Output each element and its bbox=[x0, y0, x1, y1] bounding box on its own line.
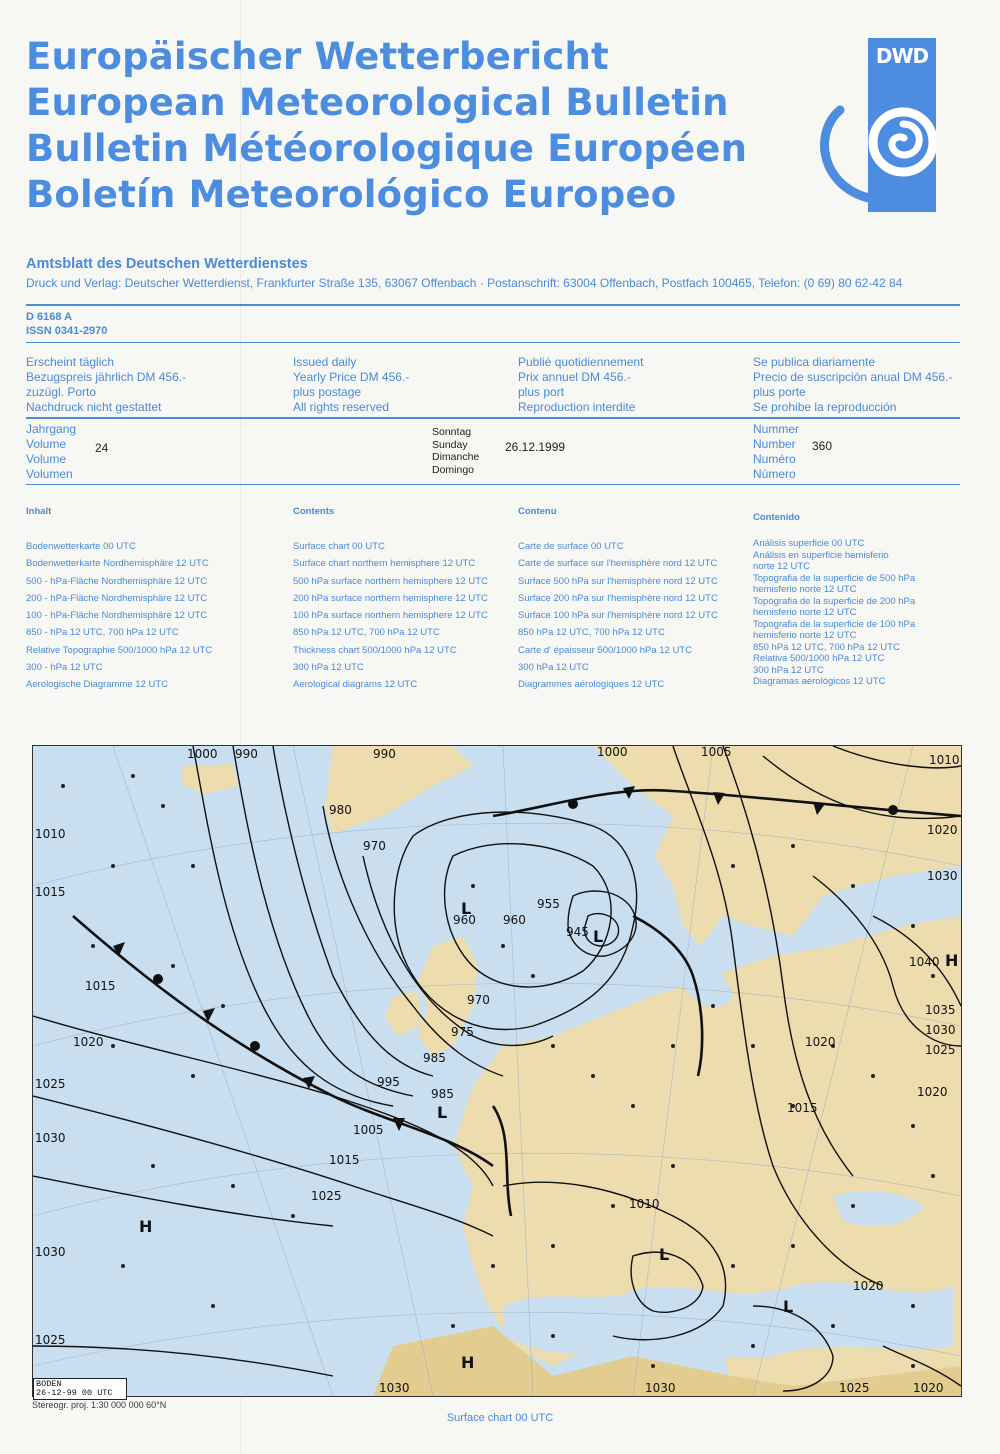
isobar-label: 1025 bbox=[925, 1043, 956, 1057]
number-labels: Nummer Number Numéro Número bbox=[753, 422, 800, 481]
list-item: 500 hPa surface northern hemisphere 12 UTC bbox=[293, 575, 488, 587]
isobar-label: 1035 bbox=[925, 1003, 956, 1017]
isobar-label: 1015 bbox=[35, 885, 66, 899]
isobar-label: 1030 bbox=[35, 1131, 66, 1145]
isobar-label: 1020 bbox=[927, 823, 958, 837]
list-item: Relativa 500/1000 hPa 12 UTC bbox=[753, 653, 885, 664]
list-item: 850 hPa 12 UTC, 700 hPa 12 UTC bbox=[293, 627, 440, 639]
contents-list-english bbox=[293, 538, 488, 694]
low-center: L bbox=[783, 1297, 794, 1316]
list-item: Topografia de la superficie de 200 hPa bbox=[753, 595, 916, 607]
list-item: 850 - hPa 12 UTC, 700 hPa 12 UTC bbox=[26, 627, 179, 639]
issue-number: 360 bbox=[812, 439, 833, 453]
d-code: D 6168 A bbox=[26, 311, 73, 323]
list-item: Diagrammes aérologiques 12 UTC bbox=[518, 679, 665, 691]
list-item: Relative Topographie 500/1000 hPa 12 UTC bbox=[26, 644, 213, 656]
list-item: norte 12 UTC bbox=[753, 561, 811, 572]
list-item: hemisferio norte 12 UTC bbox=[753, 607, 857, 618]
contents-list-german bbox=[26, 538, 212, 694]
title-spanish: Boletín Meteorológico Europeo bbox=[26, 173, 677, 216]
isobar-label: 1005 bbox=[701, 746, 732, 759]
publication-english: Issued daily Yearly Price DM 456.- plus postage All rights reserved bbox=[293, 355, 410, 414]
low-center: L bbox=[461, 899, 472, 918]
list-item: 200 hPa surface northern hemisphere 12 UTC bbox=[293, 592, 488, 604]
isobar-label: 1030 bbox=[927, 869, 958, 883]
isobar-label: 1030 bbox=[645, 1381, 676, 1395]
issue-date: 26.12.1999 bbox=[505, 440, 566, 454]
dwd-logo bbox=[812, 38, 936, 212]
title-german: Europäischer Wetterbericht bbox=[26, 35, 609, 78]
list-item: Surface chart northern hemisphere 12 UTC bbox=[293, 558, 476, 570]
high-center: H bbox=[461, 1353, 475, 1372]
list-item: Aerologische Diagramme 12 UTC bbox=[26, 679, 169, 691]
isobar-label: 1025 bbox=[35, 1077, 66, 1091]
isobar-label: 945 bbox=[566, 925, 589, 939]
contents-heading-english: Contents bbox=[293, 506, 335, 517]
isobar-label: 1010 bbox=[929, 753, 960, 767]
issn-code: ISSN 0341-2970 bbox=[26, 325, 108, 337]
isobar-label: 985 bbox=[423, 1051, 446, 1065]
list-item: Diagramas aerológicos 12 UTC bbox=[753, 676, 886, 687]
amtsblatt-line: Amtsblatt des Deutschen Wetterdienstes bbox=[26, 256, 308, 272]
list-item: Surface 500 hPa sur l'hemisphère nord 12 UTC bbox=[518, 575, 718, 587]
isobar-label: 1020 bbox=[73, 1035, 104, 1049]
isobar-label: 980 bbox=[329, 803, 352, 817]
list-item: 200 - hPa-Fläche Nordhemisphäre 12 UTC bbox=[26, 592, 208, 604]
map-caption: Surface chart 00 UTC bbox=[446, 1412, 554, 1424]
isobar-label: 1020 bbox=[913, 1381, 944, 1395]
low-center: L bbox=[593, 927, 604, 946]
divider bbox=[26, 484, 960, 485]
list-item: 850 hPa 12 UTC, 700 hPa 12 UTC bbox=[518, 627, 665, 639]
isobar-label: 1025 bbox=[311, 1189, 342, 1203]
list-item: Carte de surface sur l'hemisphère nord 12 UTC bbox=[518, 558, 718, 570]
list-item: Thickness chart 500/1000 hPa 12 UTC bbox=[293, 644, 457, 656]
isobar-label: 960 bbox=[503, 913, 526, 927]
contents-heading-german: Inhalt bbox=[26, 506, 52, 517]
contents-list-spanish bbox=[753, 538, 915, 688]
list-item: 100 - hPa-Fläche Nordhemisphäre 12 UTC bbox=[26, 610, 208, 622]
isobar-label: 1010 bbox=[629, 1197, 660, 1211]
isobar-label: 1015 bbox=[787, 1101, 818, 1115]
publication-spanish: Se publica diariamente Precio de suscripción anual DM 456.- plus porte Se prohibe la reproducción bbox=[753, 355, 953, 414]
list-item: Carte d' épaisseur 500/1000 hPa 12 UTC bbox=[518, 644, 692, 656]
map-stamp-line: BODEN bbox=[36, 1379, 62, 1389]
map-projection: Stereogr. proj. 1:30 000 000 60°N bbox=[32, 1400, 167, 1410]
isobar-label: 1020 bbox=[805, 1035, 836, 1049]
high-center: H bbox=[139, 1217, 153, 1236]
list-item: Carte de surface 00 UTC bbox=[518, 541, 624, 552]
high-center: H bbox=[945, 951, 959, 970]
isobar-label: 1000 bbox=[187, 747, 218, 761]
list-item: 100 hPa surface northern hemisphere 12 UTC bbox=[293, 610, 488, 622]
isobar-label: 960 bbox=[453, 913, 476, 927]
isobar-label: 1025 bbox=[35, 1333, 66, 1347]
list-item: 850 hPa 12 UTC, 700 hPa 12 UTC bbox=[753, 641, 900, 653]
isobar-label: 985 bbox=[431, 1087, 454, 1101]
isobar-label: 1000 bbox=[597, 746, 628, 759]
isobar-label: 970 bbox=[467, 993, 490, 1007]
contents-heading-spanish: Contenido bbox=[753, 512, 800, 523]
volume-labels: Jahrgang Volume Volume Volumen bbox=[26, 422, 77, 481]
isobar-label: 1040 bbox=[909, 955, 940, 969]
volume-value: 24 bbox=[95, 441, 109, 455]
isobar-label: 1030 bbox=[925, 1023, 956, 1037]
publication-french: Publié quotidiennement Prix annuel DM 456.- plus port Reproduction interdite bbox=[518, 355, 644, 414]
list-item: Análisis en superficie hemisferio bbox=[753, 549, 889, 561]
list-item: 500 - hPa-Fläche Nordhemisphäre 12 UTC bbox=[26, 575, 208, 587]
bulletin-titles bbox=[26, 34, 747, 218]
isobar-label: 975 bbox=[451, 1025, 474, 1039]
isobar-label: 990 bbox=[373, 747, 396, 761]
list-item: Surface chart 00 UTC bbox=[293, 541, 385, 552]
list-item: 300 hPa 12 UTC bbox=[518, 662, 589, 674]
list-item: Análisis superficie 00 UTC bbox=[753, 538, 865, 549]
publication-german: Erscheint täglich Bezugspreis jährlich DM 456.- zuzügl. Porto Nachdruck nicht gestattet bbox=[26, 355, 187, 414]
map-stamp bbox=[33, 1378, 127, 1400]
list-item: 300 hPa 12 UTC bbox=[293, 662, 364, 674]
list-item: 300 hPa 12 UTC bbox=[753, 664, 824, 676]
list-item: Aerological diagrams 12 UTC bbox=[293, 679, 418, 691]
list-item: hemisferio norte 12 UTC bbox=[753, 630, 857, 641]
low-center: L bbox=[437, 1103, 448, 1122]
isobar-label: 1030 bbox=[379, 1381, 410, 1395]
list-item: Surface 100 hPa sur l'hemisphère nord 12 UTC bbox=[518, 610, 718, 622]
spiral-icon bbox=[812, 92, 936, 212]
isobar-label: 1005 bbox=[353, 1123, 384, 1137]
isobar-label: 990 bbox=[235, 747, 258, 761]
isobar-label: 970 bbox=[363, 839, 386, 853]
divider bbox=[26, 342, 960, 343]
contents-heading-french: Contenu bbox=[518, 506, 557, 517]
isobar-label: 995 bbox=[377, 1075, 400, 1089]
title-french: Bulletin Météorologique Européen bbox=[26, 127, 748, 170]
isobar-label: 1015 bbox=[85, 979, 116, 993]
surface-weather-map bbox=[32, 745, 962, 1397]
day-labels: Sonntag Sunday Dimanche Domingo bbox=[432, 426, 480, 476]
list-item: 300 - hPa 12 UTC bbox=[26, 662, 103, 674]
map-stamp-line: 26-12-99 00 UTC bbox=[36, 1388, 113, 1398]
low-center: L bbox=[659, 1245, 670, 1264]
isobar-label: 1025 bbox=[839, 1381, 870, 1395]
dwd-logo-text: DWD bbox=[875, 44, 929, 68]
list-item: Bodenwetterkarte Nordhemisphäre 12 UTC bbox=[26, 558, 209, 570]
isobar-label: 1010 bbox=[35, 827, 66, 841]
address-line: Druck und Verlag: Deutscher Wetterdienst, Frankfurter Straße 135, 63067 Offenbach · Postanschrift: 63004 Offenbach, Postfach 100465, Telefon: (0 69) 80 62-42 84 bbox=[26, 276, 903, 290]
list-item: Topografia de la superficie de 100 hPa bbox=[753, 618, 916, 630]
isobar-label: 1020 bbox=[853, 1279, 884, 1293]
list-item: Surface 200 hPa sur l'hemisphère nord 12 UTC bbox=[518, 592, 718, 604]
divider bbox=[26, 304, 960, 306]
weather-map-svg bbox=[33, 746, 961, 1396]
list-item: hemisferio norte 12 UTC bbox=[753, 584, 857, 595]
list-item: Bodenwetterkarte 00 UTC bbox=[26, 541, 136, 552]
list-item: Topografia de la superficie de 500 hPa bbox=[753, 572, 916, 584]
title-english: European Meteorological Bulletin bbox=[26, 81, 729, 124]
isobar-label: 955 bbox=[537, 897, 560, 911]
isobar-label: 1030 bbox=[35, 1245, 66, 1259]
isobar-label: 1020 bbox=[917, 1085, 948, 1099]
isobar-label: 1015 bbox=[329, 1153, 360, 1167]
divider bbox=[26, 417, 960, 419]
contents-list-french bbox=[518, 538, 718, 694]
